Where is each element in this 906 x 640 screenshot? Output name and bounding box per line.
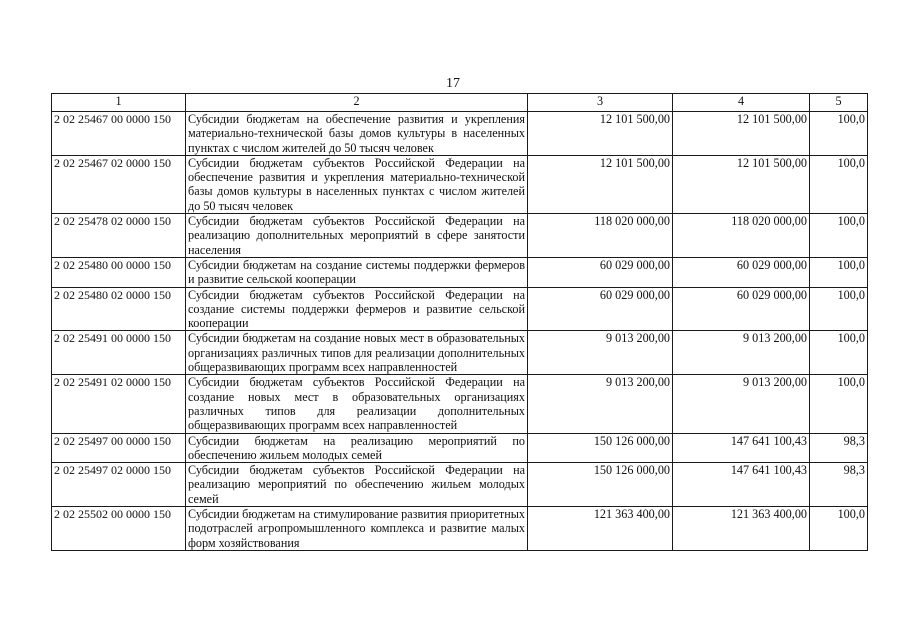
execution-percent-cell: 98,3 [810, 463, 868, 507]
budget-table [51, 93, 868, 551]
description-cell: Субсидии бюджетам на обеспечение развития и укрепления материально-технической базы домов культуры в населенных пунктах с числом жителей до 50 тысяч человек [186, 112, 528, 156]
classification-code-cell: 2 02 25467 00 0000 150 [52, 112, 186, 156]
column-header-row [52, 94, 868, 112]
description-cell: Субсидии бюджетам на стимулирование развития приоритетных подотраслей агропромышленного комплекса и развитие малых форм хозяйствования [186, 507, 528, 551]
planned-amount-cell: 150 126 000,00 [528, 463, 673, 507]
table-row [52, 155, 868, 213]
classification-code-cell: 2 02 25502 00 0000 150 [52, 507, 186, 551]
table-row [52, 331, 868, 375]
execution-percent-cell: 100,0 [810, 257, 868, 287]
column-header-4: 4 [673, 94, 810, 112]
table-row [52, 287, 868, 331]
column-header-3: 3 [528, 94, 673, 112]
description-cell: Субсидии бюджетам субъектов Российской Федерации на реализацию мероприятий по обеспечению жильем молодых семей [186, 463, 528, 507]
table-row [52, 507, 868, 551]
executed-amount-cell: 147 641 100,43 [673, 433, 810, 463]
classification-code-cell: 2 02 25497 02 0000 150 [52, 463, 186, 507]
planned-amount-cell: 121 363 400,00 [528, 507, 673, 551]
classification-code-cell: 2 02 25491 00 0000 150 [52, 331, 186, 375]
table-row [52, 463, 868, 507]
column-header-2: 2 [186, 94, 528, 112]
table-row [52, 214, 868, 258]
description-cell: Субсидии бюджетам субъектов Российской Федерации на реализацию дополнительных мероприятий в сфере занятости населения [186, 214, 528, 258]
classification-code-cell: 2 02 25497 00 0000 150 [52, 433, 186, 463]
planned-amount-cell: 118 020 000,00 [528, 214, 673, 258]
page-number: 17 [446, 76, 460, 91]
planned-amount-cell: 12 101 500,00 [528, 112, 673, 156]
planned-amount-cell: 9 013 200,00 [528, 331, 673, 375]
execution-percent-cell: 98,3 [810, 433, 868, 463]
classification-code-cell: 2 02 25480 02 0000 150 [52, 287, 186, 331]
planned-amount-cell: 12 101 500,00 [528, 155, 673, 213]
executed-amount-cell: 9 013 200,00 [673, 331, 810, 375]
executed-amount-cell: 12 101 500,00 [673, 155, 810, 213]
planned-amount-cell: 150 126 000,00 [528, 433, 673, 463]
execution-percent-cell: 100,0 [810, 507, 868, 551]
execution-percent-cell: 100,0 [810, 331, 868, 375]
execution-percent-cell: 100,0 [810, 214, 868, 258]
planned-amount-cell: 60 029 000,00 [528, 257, 673, 287]
column-header-1: 1 [52, 94, 186, 112]
execution-percent-cell: 100,0 [810, 155, 868, 213]
description-cell: Субсидии бюджетам на создание системы поддержки фермеров и развитие сельской кооперации [186, 257, 528, 287]
description-cell: Субсидии бюджетам субъектов Российской Федерации на обеспечение развития и укрепления материально-технической базы домов культуры в населенных пунктах с числом жителей до 50 тысяч человек [186, 155, 528, 213]
classification-code-cell: 2 02 25467 02 0000 150 [52, 155, 186, 213]
description-cell: Субсидии бюджетам на создание новых мест в образовательных организациях различных типов для реализации дополнительных общеразвивающих программ всех направленностей [186, 331, 528, 375]
execution-percent-cell: 100,0 [810, 112, 868, 156]
budget-table-body [52, 94, 868, 551]
description-cell: Субсидии бюджетам на реализацию мероприятий по обеспечению жильем молодых семей [186, 433, 528, 463]
executed-amount-cell: 9 013 200,00 [673, 375, 810, 433]
executed-amount-cell: 60 029 000,00 [673, 257, 810, 287]
classification-code-cell: 2 02 25480 00 0000 150 [52, 257, 186, 287]
executed-amount-cell: 121 363 400,00 [673, 507, 810, 551]
executed-amount-cell: 147 641 100,43 [673, 463, 810, 507]
column-header-5: 5 [810, 94, 868, 112]
executed-amount-cell: 60 029 000,00 [673, 287, 810, 331]
executed-amount-cell: 118 020 000,00 [673, 214, 810, 258]
planned-amount-cell: 9 013 200,00 [528, 375, 673, 433]
execution-percent-cell: 100,0 [810, 375, 868, 433]
table-row [52, 433, 868, 463]
table-row [52, 112, 868, 156]
classification-code-cell: 2 02 25478 02 0000 150 [52, 214, 186, 258]
executed-amount-cell: 12 101 500,00 [673, 112, 810, 156]
table-row [52, 375, 868, 433]
description-cell: Субсидии бюджетам субъектов Российской Федерации на создание системы поддержки фермеров и развитие сельской кооперации [186, 287, 528, 331]
execution-percent-cell: 100,0 [810, 287, 868, 331]
table-row [52, 257, 868, 287]
classification-code-cell: 2 02 25491 02 0000 150 [52, 375, 186, 433]
planned-amount-cell: 60 029 000,00 [528, 287, 673, 331]
description-cell: Субсидии бюджетам субъектов Российской Федерации на создание новых мест в образовательных организациях различных типов для реализации дополнительных общеразвивающих программ всех направленностей [186, 375, 528, 433]
